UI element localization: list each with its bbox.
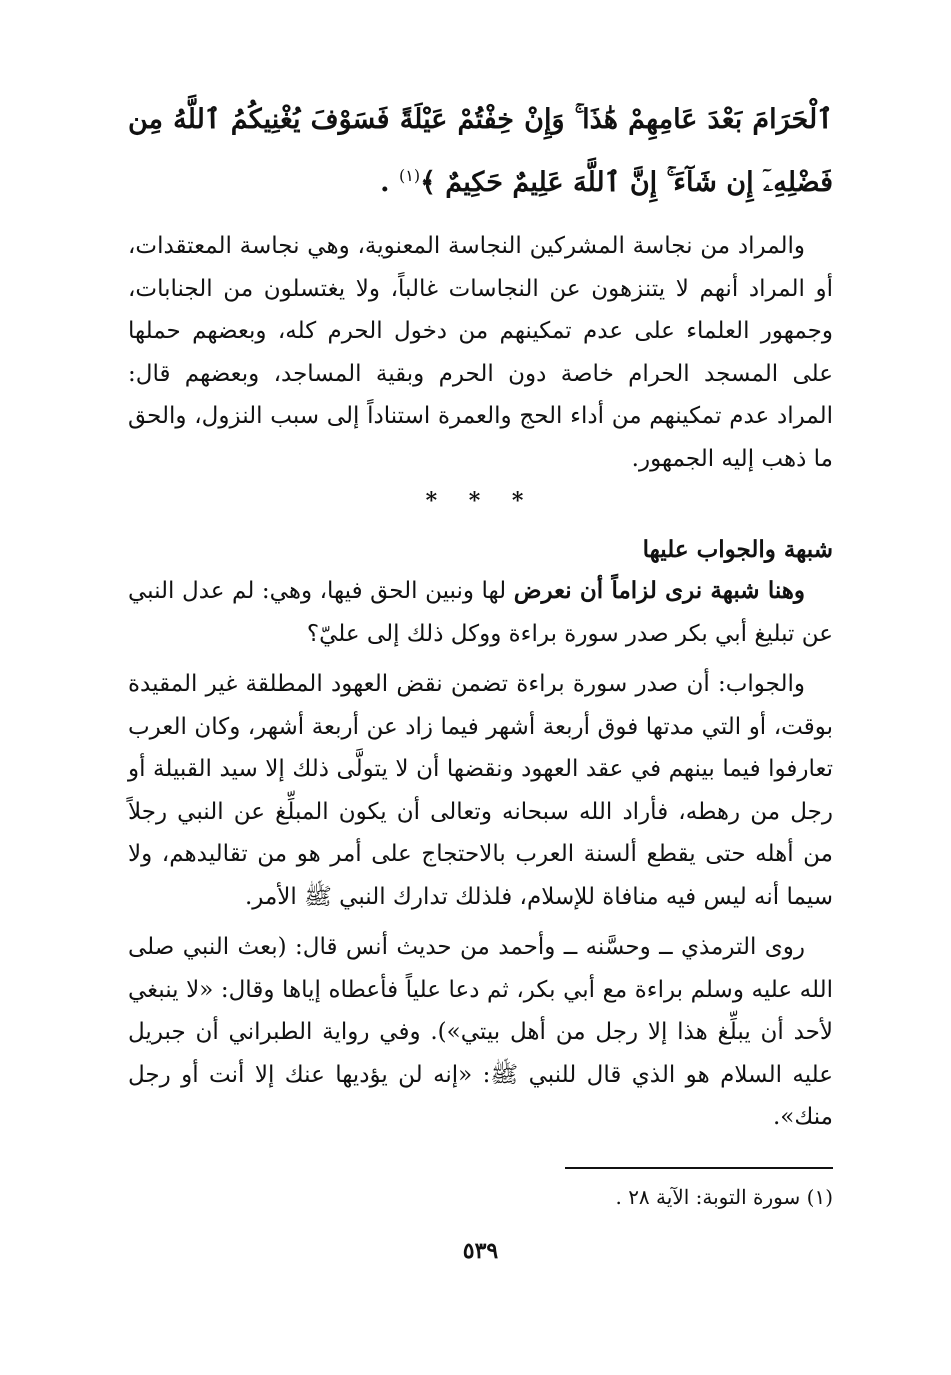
page-number: ٥٣٩	[462, 1238, 499, 1264]
section-separator: * * *	[425, 488, 536, 514]
verse-line-1: ٱلْحَرَامَ بَعْدَ عَامِهِمْ هَٰذَا ۚ وَإِنْ خِفْتُمْ عَيْلَةً فَسَوْفَ يُغْنِيكُمُ ٱللَّهُ مِن فَضْلِهِۦٓ	[128, 104, 833, 198]
section-heading: شبهة والجواب عليها	[642, 536, 833, 563]
footnote: (١) سورة التوبة: الآية ٢٨ .	[615, 1185, 833, 1209]
paragraph-question	[128, 570, 833, 655]
paragraph-najasa: والمراد من نجاسة المشركين النجاسة المعنوية، وهي نجاسة المعتقدات، أو المراد أنهم لا يتنزهون عن النجاسات غالباً، ولا يغتسلون من الجنابات، وجمهور العلماء على عدم تمكينهم من دخول الحرم كله، وبعضهم حملها على المسجد الحرام خاصة دون الحرم وبقية المساجد، وبعضهم قال: المراد عدم تمكينهم من أداء الحج والعمرة استناداً إلى سبب النزول، والحق ما ذهب إليه الجمهور.	[128, 233, 833, 472]
footnote-divider	[565, 1167, 833, 1169]
verse-end: .	[380, 167, 399, 198]
quran-verse	[128, 92, 833, 211]
paragraph-answer: والجواب: أن صدر سورة براءة تضمن نقض العهود المطلقة غير المقيدة بوقت، أو التي مدتها فوق أربعة أشهر فيما زاد عن أربعة أشهر، وكان العرب تعارفوا فيما بينهم في عقد العهود ونقضها أن لا يتولَّى ذلك إلا سيد القبيلة أو رجل من رهطه، فأراد الله سبحانه وتعالى أن يكون المبلِّغ عن النبي رجلاً من أهله حتى يقطع ألسنة العرب بالاحتجاج على أمر هو من تقاليدهم، ولا سيما أنه ليس فيه منافاة للإسلام، فلذلك تدارك النبي ﷺ الأمر.	[128, 671, 833, 910]
paragraph-hadith: روى الترمذي ــ وحسَّنه ــ وأحمد من حديث أنس قال: (بعث النبي صلى الله عليه وسلم براءة مع أبي بكر، ثم دعا علياً فأعطاه إياها وقال: «لا ينبغي لأحد أن يبلِّغ هذا إلا رجل من أهل بيتي»). وفي رواية الطبراني أن جبريل عليه السلام هو الذي قال للنبي ﷺ: «إنه لن يؤديها عنك إلا أنت أو رجل منك».	[128, 934, 833, 1130]
verse-line-2: إِن شَآءَ ۚ إِنَّ ٱللَّهَ عَلِيمٌ حَكِيمٌ ﴾	[420, 167, 754, 198]
book-page	[128, 92, 833, 1335]
question-rest: لها ونبين الحق فيها، وهي: لم عدل النبي عن تبليغ أبي بكر صدر سورة براءة ووكل ذلك إلى عليّ؟	[128, 578, 833, 647]
verse-footnote-ref: (١)	[398, 166, 421, 185]
question-lead: وهنا شبهة نرى لزاماً أن نعرض	[513, 577, 805, 604]
